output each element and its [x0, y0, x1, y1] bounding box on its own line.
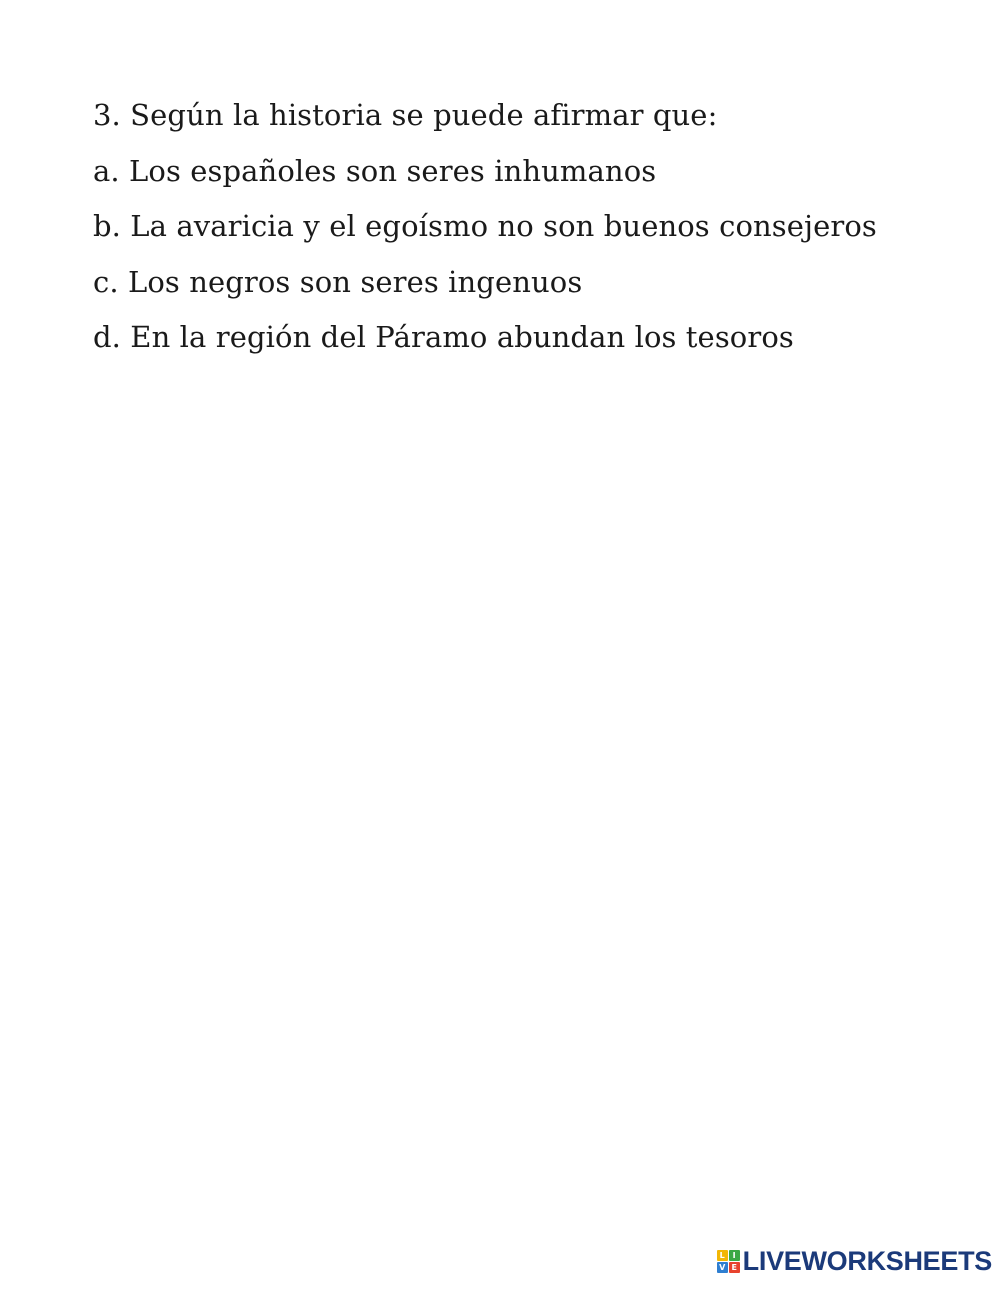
logo-mark-tile: E — [729, 1262, 740, 1273]
logo-text: LIVEWORKSHEETS — [742, 1245, 992, 1276]
logo-mark-tile: L — [717, 1250, 728, 1261]
question-block — [93, 88, 973, 366]
option-a: a. Los españoles son seres inhumanos — [93, 153, 657, 188]
option-b: b. La avaricia y el egoísmo no son buenos consejeros — [93, 209, 877, 243]
liveworksheets-logo — [717, 1247, 992, 1275]
option-c: c. Los negros son seres ingenuos — [93, 264, 583, 299]
logo-mark-tile: I — [729, 1250, 740, 1261]
logo-mark-tile: V — [717, 1262, 728, 1273]
question-prompt: 3. Según la historia se puede afirmar que: — [93, 98, 718, 132]
logo-mark-icon — [717, 1250, 740, 1273]
option-d: d. En la región del Páramo abundan los tesoros — [93, 320, 794, 354]
